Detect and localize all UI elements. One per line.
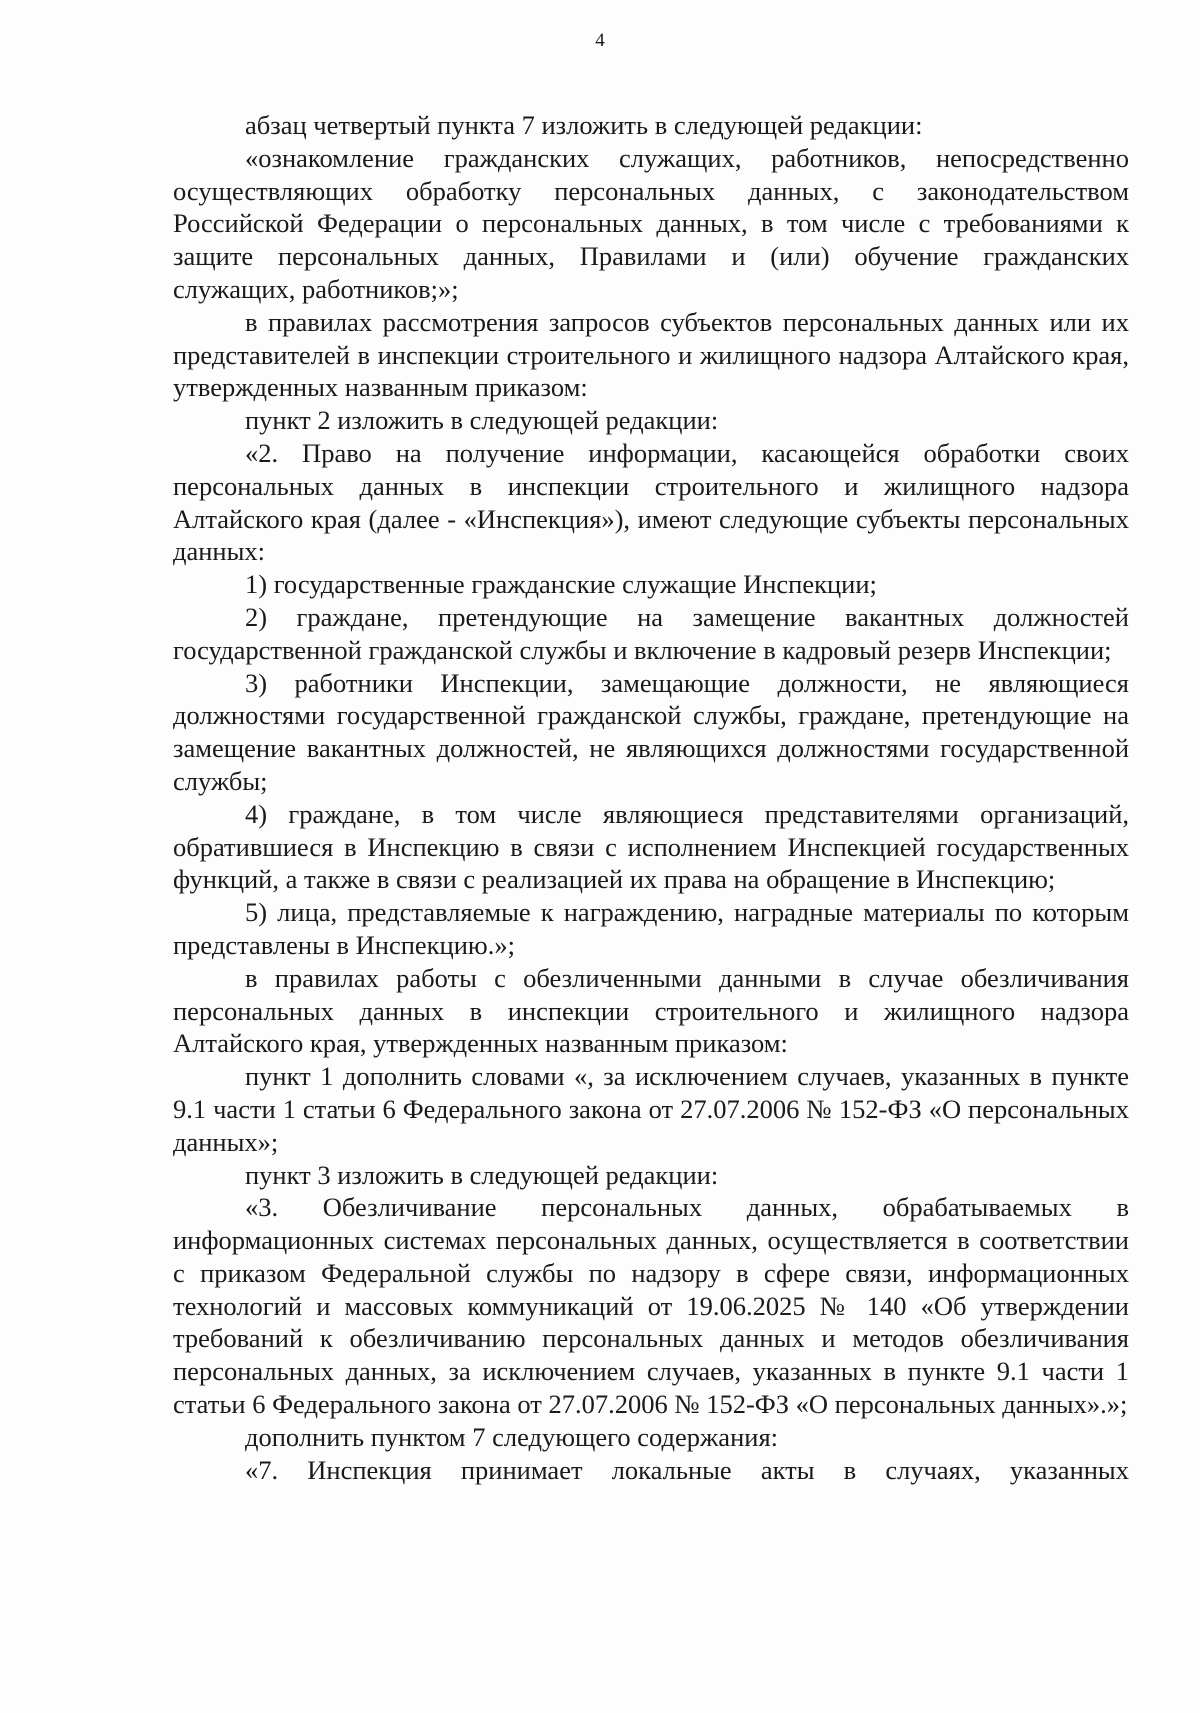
page-number: 4 — [595, 30, 605, 51]
paragraph: в правилах работы с обезличенными данными в случае обезличивания персональных данных в инспекции строительного и жилищного надзора Алтайского края, утвержденных названным приказом: — [173, 962, 1129, 1059]
paragraph: «ознакомление гражданских служащих, работников, непосредственно осуществляющих обработку персональных данных, с законодательством Российской Федерации о персональных данных, в том числе с требованиями к защите персональных данных, Правилами и (или) обучение гражданских служащих, работников;»; — [173, 142, 1129, 304]
paragraph: 3) работники Инспекции, замещающие должности, не являющиеся должностями государственной гражданской службы, граждане, претендующие на замещение вакантных должностей, не являющихся должностями государственной службы; — [173, 667, 1129, 796]
paragraph: 2) граждане, претендующие на замещение вакантных должностей государственной гражданской службы и включение в кадровый резерв Инспекции; — [173, 601, 1129, 665]
paragraph: «3. Обезличивание персональных данных, обрабатываемых в информационных системах персональных данных, осуществляется в соответствии с приказом Федеральной службы по надзору в сфере связи, информационных технологий и массовых коммуникаций от 19.06.2025 № 140 «Об утверждении требований к обезличиванию персональных данных и методов обезличивания персональных данных, за исключением случаев, указанных в пункте 9.1 части 1 статьи 6 Федерального закона от 27.07.2006 № 152-ФЗ «О персональных данных».»; — [173, 1192, 1129, 1420]
paragraph: пункт 1 дополнить словами «, за исключением случаев, указанных в пункте 9.1 части 1 статьи 6 Федерального закона от 27.07.2006 № 152-ФЗ «О персональных данных»; — [173, 1061, 1129, 1157]
document-body — [173, 109, 1129, 1486]
paragraph: дополнить пунктом 7 следующего содержания: — [245, 1421, 778, 1452]
paragraph: 5) лица, представляемые к награждению, наградные материалы по которым представлены в Инспекцию.»; — [173, 897, 1129, 960]
paragraph: «2. Право на получение информации, касающейся обработки своих персональных данных в инспекции строительного и жилищного надзора Алтайского края (далее - «Инспекция»), имеют следующие субъекты персональных данных: — [173, 437, 1129, 567]
paragraph: 4) граждане, в том числе являющиеся представителями организаций, обратившиеся в Инспекцию в связи с исполнением Инспекцией государственных функций, а также в связи с реализацией их права на обращение в Инспекцию; — [173, 798, 1129, 895]
paragraph: пункт 2 изложить в следующей редакции: — [245, 405, 719, 436]
paragraph: пункт 3 изложить в следующей редакции: — [245, 1159, 719, 1190]
paragraph: в правилах рассмотрения запросов субъектов персональных данных или их представителей в инспекции строительного и жилищного надзора Алтайского края, утвержденных названным приказом: — [173, 306, 1129, 403]
paragraph: абзац четвертый пункта 7 изложить в следующей редакции: — [245, 110, 923, 140]
paragraph: «7. Инспекция принимает локальные акты в случаях, указанных — [245, 1454, 1129, 1485]
paragraph: 1) государственные гражданские служащие Инспекции; — [245, 569, 877, 600]
